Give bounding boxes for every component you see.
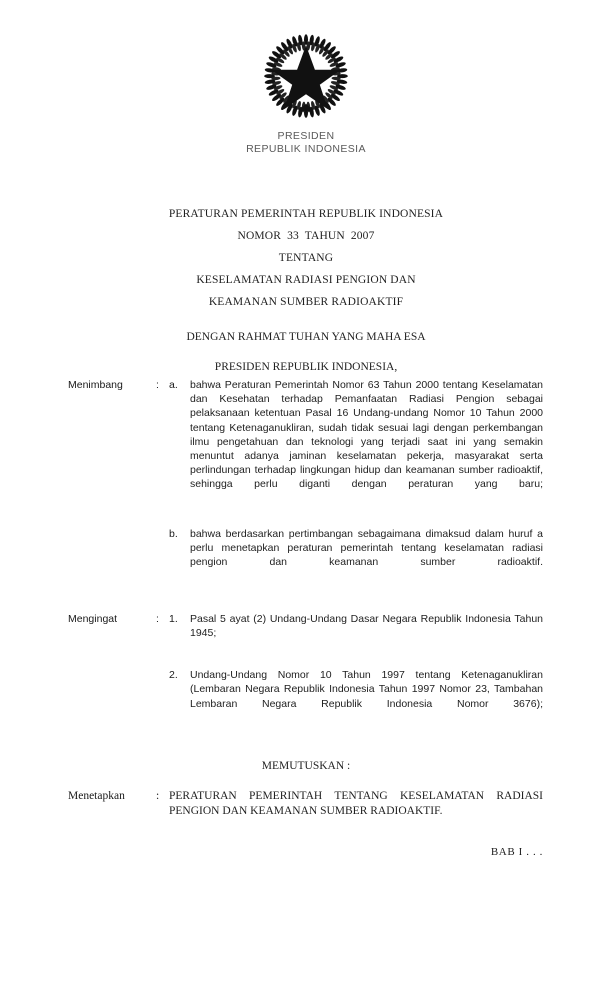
legal-basis-marker-2: 2. <box>169 669 178 682</box>
title-line-regulation: PERATURAN PEMERINTAH REPUBLIK INDONESIA <box>168 208 444 220</box>
title-line-subject-2: KEAMANAN SUMBER RADIOAKTIF <box>208 296 404 308</box>
legal-basis-text-1: Pasal 5 ayat (2) Undang-Undang Dasar Negara Republik Indonesia Tahun 1945; <box>190 612 543 639</box>
title-line-number-year: NOMOR 33 TAHUN 2007 <box>237 230 375 242</box>
spacer <box>0 506 612 527</box>
spacer <box>0 654 612 668</box>
decree-issuer: PRESIDEN REPUBLIK INDONESIA, <box>214 361 398 373</box>
letterhead <box>0 32 612 156</box>
clauses-section <box>0 378 612 725</box>
letterhead-line-republik-indonesia: REPUBLIK INDONESIA <box>246 143 366 155</box>
decision-stipulation-row <box>0 789 612 819</box>
continuation-note: BAB I . . . <box>490 846 543 858</box>
considerations-marker-a: a. <box>169 379 178 391</box>
garuda-star-wreath-emblem <box>258 32 354 124</box>
decree-blessing: DENGAN RAHMAT TUHAN YANG MAHA ESA <box>186 331 426 343</box>
considerations-marker-b: b. <box>169 527 178 540</box>
considerations-label: Menimbang <box>68 379 123 391</box>
legal-basis-colon: : <box>156 612 159 625</box>
considerations-text-a: bahwa Peraturan Pemerintah Nomor 63 Tahun 2000 tentang Keselamatan dan Kesehatan terhadap Pemanfaatan Radiasi Pengion sebagai pelaksanaan ketentuan Pasal 16 Undang-undang Nomor 10 Tahun 2000 tentang Ketenaganukliran, sudah tidak sesuai lagi dengan perkembangan ilmu pengetahuan dan teknologi yang terjadi saat ini yang semakin menuntut adanya jaminan keselamatan pekerja, masyarakat serta perlindungan terhadap lingkungan hidup dan keamanan sumber radioaktif, sehingga perlu diganti dengan peraturan yang baru; <box>190 379 543 491</box>
considerations-item-a <box>0 378 612 506</box>
considerations-colon: : <box>156 379 159 391</box>
decision-colon: : <box>156 790 160 802</box>
letterhead-text <box>0 130 612 156</box>
decree-preamble <box>0 322 612 382</box>
title-line-subject-1: KESELAMATAN RADIASI PENGION DAN <box>196 274 416 286</box>
legal-basis-item-1 <box>0 612 612 655</box>
legal-basis-label: Mengingat <box>68 612 118 625</box>
decision-heading: MEMUTUSKAN : <box>261 760 351 772</box>
legal-basis-item-2 <box>0 668 612 725</box>
spacer <box>0 584 612 612</box>
document-title-block <box>0 203 612 313</box>
legal-basis-marker-1: 1. <box>169 612 178 625</box>
decision-text: PERATURAN PEMERINTAH TENTANG KESELAMATAN RADIASI PENGION DAN KEAMANAN SUMBER RADIOAKTIF. <box>169 790 543 817</box>
decision-label: Menetapkan <box>68 790 125 802</box>
considerations-item-b <box>0 527 612 584</box>
letterhead-line-presiden: PRESIDEN <box>277 130 335 142</box>
title-line-tentang: TENTANG <box>278 252 334 264</box>
legal-basis-text-2: Undang-Undang Nomor 10 Tahun 1997 tentang Ketenaganukliran (Lembaran Negara Republik Indonesia Tahun 1997 Nomor 23, Tambahan Lembaran Negara Republik Indonesia Nomor 3676); <box>190 669 543 710</box>
considerations-text-b: bahwa berdasarkan pertimbangan sebagaimana dimaksud dalam huruf a perlu menetapkan peraturan pemerintah tentang keselamatan radiasi pengion dan keamanan sumber radioaktif. <box>190 527 543 569</box>
